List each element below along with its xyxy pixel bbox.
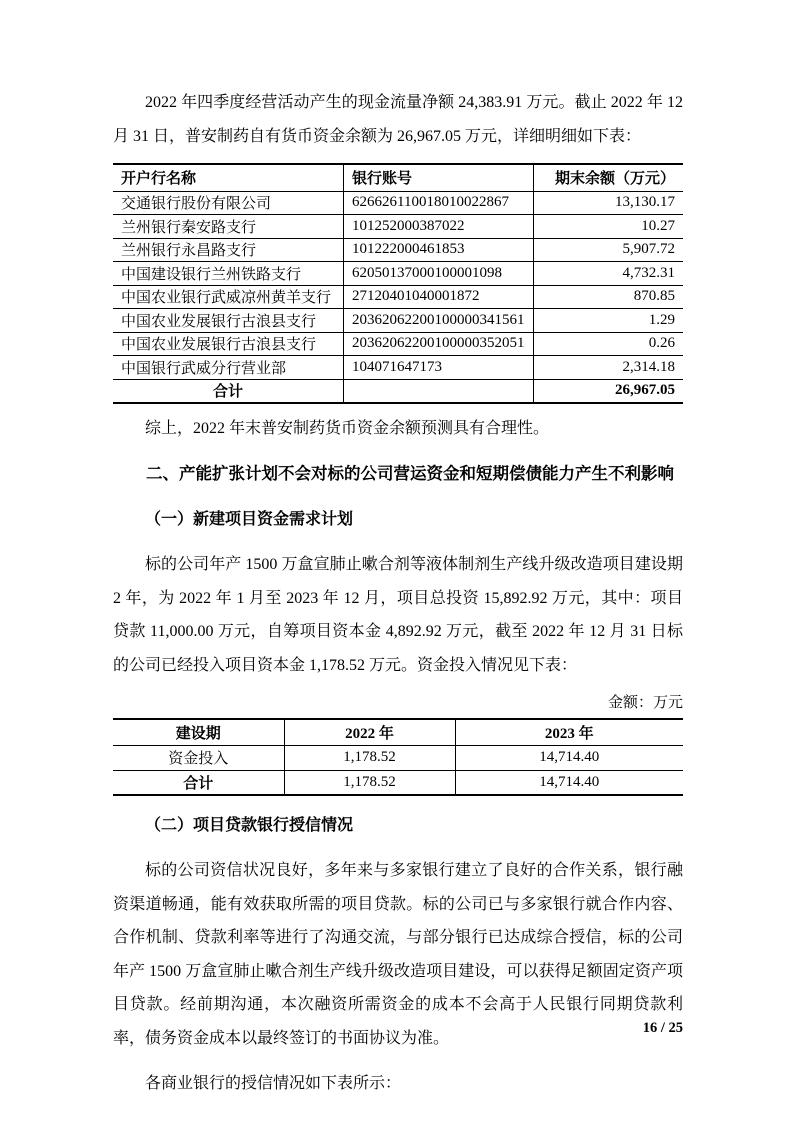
- amount-2022: 1,178.52: [284, 745, 455, 770]
- column-header-balance: 期末余额（万元）: [533, 164, 683, 191]
- balance-value: 870.85: [533, 285, 683, 309]
- table-row: [113, 215, 683, 239]
- table-row: [113, 745, 683, 770]
- account-number: 20362062200100000352051: [344, 332, 534, 356]
- account-number: 101222000461853: [344, 238, 534, 262]
- total-label: 合计: [113, 770, 284, 795]
- table-row: [113, 309, 683, 333]
- balance-value: 2,314.18: [533, 356, 683, 380]
- row-label: 资金投入: [168, 751, 229, 767]
- bank-name: 中国农业发展银行古浪县支行: [113, 309, 344, 333]
- account-number: 626626110018010022867: [344, 191, 534, 215]
- account-number: 101252000387022: [344, 215, 534, 239]
- table-row: [113, 356, 683, 380]
- section-2-heading: 二、产能扩张计划不会对标的公司营运资金和短期偿债能力产生不利影响: [146, 464, 674, 483]
- total-amount-2023: 14,714.40: [455, 770, 683, 795]
- conclusion-paragraph: 综上，2022 年末普安制药货币资金余额预测具有合理性。: [145, 419, 550, 437]
- investment-schedule-table: [113, 718, 683, 796]
- table-header-row: [113, 719, 683, 745]
- column-header-period: 建设期: [113, 719, 284, 745]
- credit-status-paragraph: 标的公司资信状况良好，多年来与多家银行建立了良好的合作关系，银行融资渠道畅通，能有效获取所需的项目贷款。标的公司已与多家银行就合作内容、合作机制、贷款利率等进行了沟通交流，与部分银行已达成综合授信，标的公司年产 1500 万盒宣肺止嗽合剂生产线升级改造项目建设，可以获得足额固定资产项目贷款。经前期沟通，本次融资所需资金的成本不会高于人民银行同期贷款利率，债务资金成本以最终签订的书面协议为准。: [113, 862, 683, 1047]
- page-number: 16 / 25: [642, 1020, 683, 1036]
- table-total-row: [113, 770, 683, 795]
- account-number: 20362062200100000341561: [344, 309, 534, 333]
- total-balance-value: 26,967.05: [533, 379, 683, 403]
- bank-name: 兰州银行永昌路支行: [113, 238, 344, 262]
- bank-name: 交通银行股份有限公司: [121, 196, 272, 213]
- column-header-account: 银行账号: [344, 164, 534, 191]
- table-row: [113, 332, 683, 356]
- balance-value: 13,130.17: [533, 191, 683, 215]
- balance-value: 10.27: [533, 215, 683, 239]
- account-number: 27120401040001872: [344, 285, 534, 309]
- section-2-2-heading: （二）项目贷款银行授信情况: [145, 817, 354, 834]
- total-account-empty: [344, 379, 534, 403]
- table-row: [113, 238, 683, 262]
- bank-name: 中国银行武威分行营业部: [113, 356, 344, 380]
- amount-2023: 14,714.40: [455, 745, 683, 770]
- total-label: 合计: [113, 379, 344, 403]
- table-unit-label: 金额：万元: [607, 695, 683, 711]
- balance-value: 1.29: [533, 309, 683, 333]
- table-row: [113, 285, 683, 309]
- bank-name: 中国农业银行武威凉州黄羊支行: [113, 285, 344, 309]
- table-header-row: [113, 164, 683, 191]
- bank-name: 中国建设银行兰州铁路支行: [113, 262, 344, 286]
- bank-name: 兰州银行秦安路支行: [113, 215, 344, 239]
- balance-value: 4,732.31: [533, 262, 683, 286]
- column-header-2023: 2023 年: [455, 719, 683, 745]
- table-row: [113, 262, 683, 286]
- balance-value: 0.26: [533, 332, 683, 356]
- balance-value: 5,907.72: [533, 238, 683, 262]
- bank-name: 中国农业发展银行古浪县支行: [113, 332, 344, 356]
- bank-balance-table: [113, 163, 683, 404]
- section-2-1-heading: （一）新建项目资金需求计划: [145, 511, 354, 528]
- table-total-row: [113, 379, 683, 403]
- column-header-bank-name: 开户行名称: [113, 164, 344, 191]
- account-number: 62050137000100001098: [344, 262, 534, 286]
- intro-paragraph: 2022 年四季度经营活动产生的现金流量净额 24,383.91 万元。截止 2022 年 12 月 31 日，普安制药自有货币资金余额为 26,967.05 万元，详细明细如下表：: [113, 94, 683, 145]
- total-amount-2022: 1,178.52: [284, 770, 455, 795]
- table-row: [113, 191, 683, 215]
- column-header-2022: 2022 年: [284, 719, 455, 745]
- credit-table-intro-paragraph: 各商业银行的授信情况如下表所示：: [145, 1075, 402, 1092]
- account-number: 104071647173: [344, 356, 534, 380]
- project-funding-paragraph: 标的公司年产 1500 万盒宣肺止嗽合剂等液体制剂生产线升级改造项目建设期 2 年，为 2022 年 1 月至 2023 年 12 月，项目总投资 15,892.92 万元，其中：项目贷款 11,000.00 万元，自筹项目资本金 4,892.92 万元，截至 2022 年 12 月 31 日标的公司已经投入项目资本金 1,178.52 万元。资金投入情况见下表：: [113, 556, 683, 674]
